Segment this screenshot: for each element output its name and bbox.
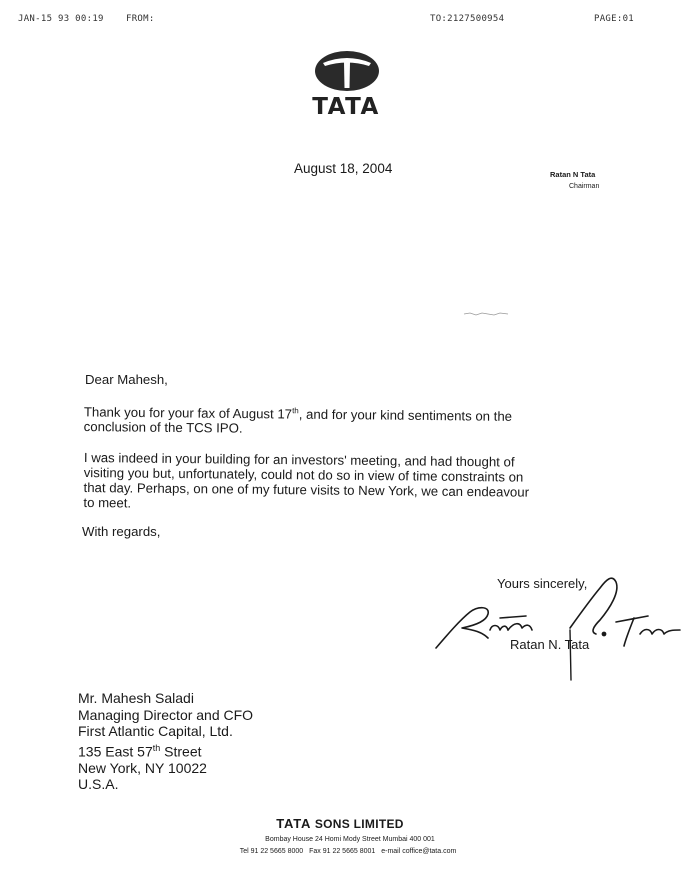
recipient-street-number: 135 East 57 — [78, 743, 153, 760]
paragraph-meeting-line-4: to meet. — [83, 494, 132, 511]
recipient-street-superscript: th — [152, 742, 161, 753]
paragraph-meeting — [83, 450, 529, 515]
paragraph-thanks-line-1b: , and for your kind sentiments on the — [298, 406, 513, 424]
closing: With regards, — [82, 524, 161, 539]
handwritten-signature — [430, 568, 685, 683]
footer-address: Bombay House 24 Homi Mody Street Mumbai 400 001 — [265, 836, 435, 843]
footer-email: e-mail coffice@tata.com — [381, 848, 457, 855]
letter-date: August 18, 2004 — [294, 161, 393, 176]
signer-name: Ratan N. Tata — [510, 637, 590, 652]
recipient-street-name: Street — [160, 743, 202, 760]
sender-title: Chairman — [569, 183, 600, 190]
recipient-title: Managing Director and CFO — [78, 706, 254, 723]
paragraph-thanks-superscript: th — [292, 406, 299, 416]
recipient-company: First Atlantic Capital, Ltd. — [78, 723, 233, 739]
footer-tel: Tel 91 22 5665 8000 — [239, 848, 304, 855]
footer-company-rest: SONS LIMITED — [314, 817, 404, 831]
tata-logo-icon — [314, 50, 380, 92]
recipient-city: New York, NY 10022 — [78, 759, 207, 776]
fax-datetime: JAN-15 93 00:19 — [18, 14, 104, 24]
sender-name: Ratan N Tata — [550, 170, 596, 179]
fax-to-number: TO:2127500954 — [430, 14, 505, 24]
paragraph-thanks-line-1a: Thank you for your fax of August 17 — [83, 404, 293, 422]
footer-contact — [190, 848, 510, 855]
recipient-street — [78, 740, 253, 760]
paragraph-thanks — [84, 401, 513, 439]
footer-company-name — [240, 816, 440, 831]
paragraph-meeting-line-2: visiting you but, unfortunately, could not do so in view of time constraints on — [83, 464, 524, 485]
recipient-address — [78, 690, 253, 793]
paragraph-thanks-line-2: conclusion of the TCS IPO. — [83, 419, 243, 437]
recipient-name: Mr. Mahesh Saladi — [78, 690, 194, 706]
sign-off: Yours sincerely, — [497, 576, 588, 591]
salutation: Dear Mahesh, — [85, 372, 168, 387]
fax-from-label: FROM: — [126, 14, 155, 24]
footer-fax: Fax 91 22 5665 8001 — [309, 848, 376, 855]
tata-logo-wordmark: TATA — [312, 94, 380, 120]
recipient-country: U.S.A. — [78, 776, 119, 793]
paragraph-meeting-line-3: that day. Perhaps, on one of my future visits to New York, we can endeavour — [83, 479, 530, 500]
scan-noise-mark — [462, 310, 512, 318]
footer-brand: TATA — [276, 816, 312, 831]
paragraph-meeting-line-1: I was indeed in your building for an investors' meeting, and had thought of — [83, 450, 515, 470]
fax-page-number: PAGE:01 — [594, 14, 635, 24]
